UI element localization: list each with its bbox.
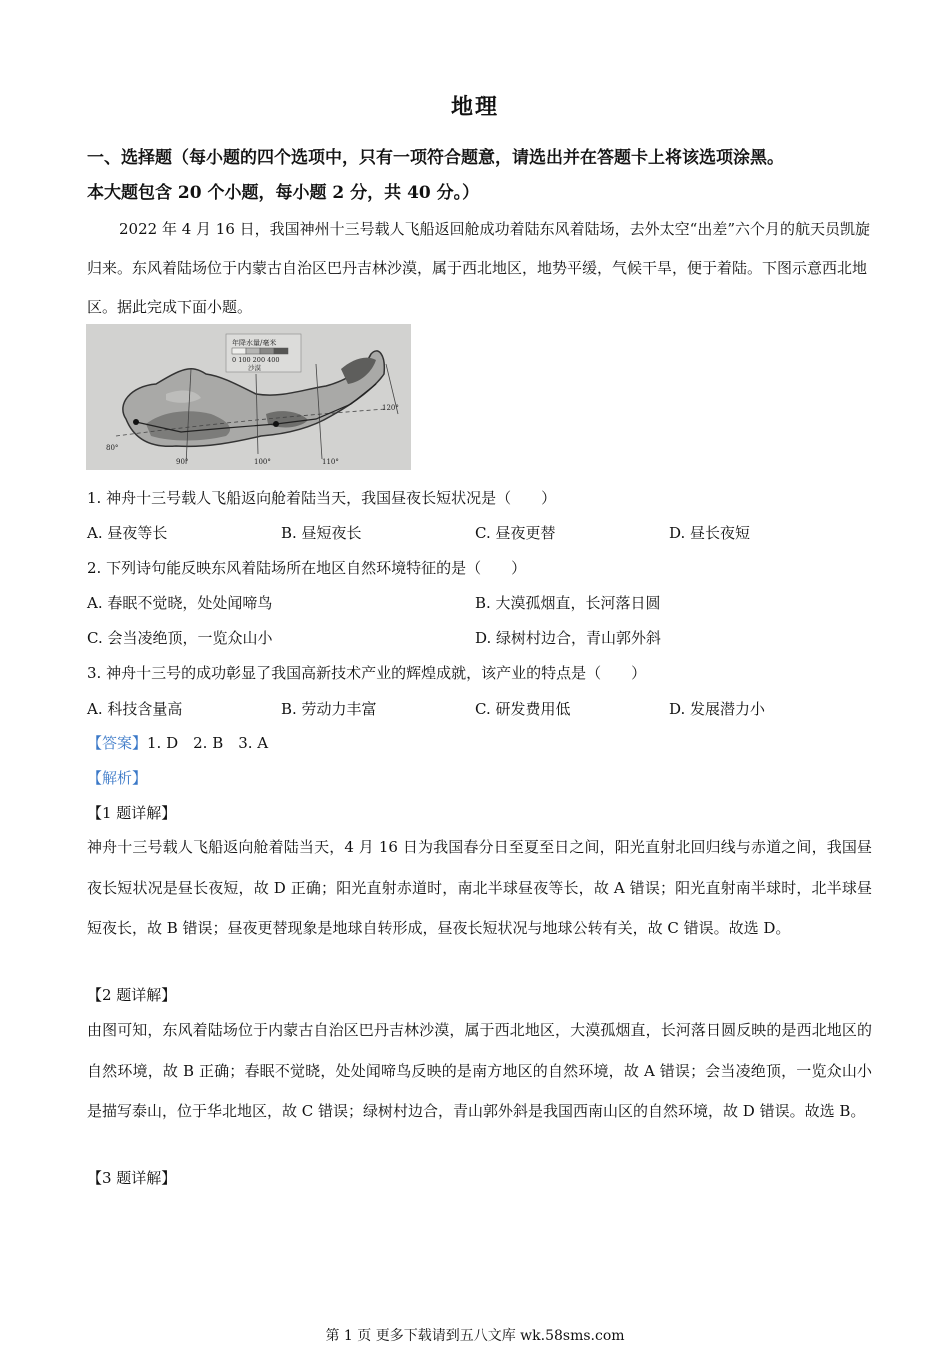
question-2-option-d[interactable]: D. 绿树村边合，青山郭外斜 [475,629,662,647]
question-1-option-a[interactable]: A. 昼夜等长 [87,524,168,542]
detail-2-text: 由图可知，东风着陆场位于内蒙古自治区巴丹吉林沙漠，属于西北地区，大漠孤烟直，长河落日圆反映的是西北地区的自然环境，故 B 正确；春眠不觉晓，处处闻啼鸟反映的是南方地区的自然环境，故 A 错误；会当凌绝顶，一览众山小是描写泰山，位于华北地区，故 C 错误；绿树村边合，青山郭外斜是我国西南山区的自然环境，故 D 错误。故选 B。 [87,1021,872,1120]
lon-100-label: 100° [254,458,271,466]
section-heading-line2: 本大题包含 20 个小题，每小题 2 分，共 40 分。） [87,183,480,203]
detail-2-heading: 【2 题详解】 [87,986,177,1004]
legend-desert: 沙漠 [248,364,261,372]
question-2-option-b[interactable]: B. 大漠孤烟直，长河落日圆 [475,594,661,612]
answer-line [87,732,268,753]
question-2-option-c[interactable]: C. 会当凌绝顶，一览众山小 [87,629,273,647]
lon-110-label: 110° [322,458,339,466]
question-1-option-c[interactable]: C. 昼夜更替 [475,524,556,542]
question-2-stem: 2. 下列诗句能反映东风着陆场所在地区自然环境特征的是（ ） [87,559,527,577]
northwest-region-map [86,324,411,470]
page-footer: 第 1 页 更多下载请到五八文库 wk.58sms.com [325,1328,625,1344]
detail-3-heading: 【3 题详解】 [87,1169,177,1187]
section-heading-line1: 一、选择题（每小题的四个选项中，只有一项符合题意，请选出并在答题卡上将该选项涂黑。 [87,148,784,168]
question-3-option-a[interactable]: A. 科技含量高 [87,700,183,718]
answer-text: 1. D 2. B 3. A [147,734,269,752]
question-3-option-b[interactable]: B. 劳动力丰富 [281,700,377,718]
page-title: 地理 [450,94,499,120]
question-3-option-d[interactable]: D. 发展潜力小 [669,700,766,718]
analysis-tag: 【解析】 [87,769,148,787]
question-1-stem: 1. 神舟十三号载人飞船返向舱着陆当天，我国昼夜长短状况是（ ） [87,489,557,507]
detail-1-text: 神舟十三号载人飞船返向舱着陆当天，4 月 16 日为我国春分日至夏至日之间，阳光直射北回归线与赤道之间，我国昼夜长短状况是昼长夜短，故 D 正确；阳光直射赤道时，南北半球昼夜等长，故 A 错误；阳光直射南半球时，北半球昼短夜长，故 B 错误；昼夜更替现象是地球自转形成，昼夜长短状况与地球公转有关，故 C 错误。故选 D。 [87,838,872,937]
question-2-option-a[interactable]: A. 春眠不觉晓，处处闻啼鸟 [87,594,273,612]
detail-1-heading: 【1 题详解】 [87,804,177,822]
question-1-option-b[interactable]: B. 昼短夜长 [281,524,362,542]
question-1-option-d[interactable]: D. 昼长夜短 [669,524,751,542]
question-3-stem: 3. 神舟十三号的成功彰显了我国高新技术产业的辉煌成就，该产业的特点是（ ） [87,664,647,682]
answer-tag: 【答案】 [87,734,148,752]
lon-120-label: 120° [382,404,399,412]
map-graphic [86,324,411,470]
lon-90-label: 90° [176,458,189,466]
legend-scale: 0 100 200 400 [232,356,280,364]
lon-80-label: 80° [106,444,119,452]
legend-title: 年降水量/毫米 [232,339,277,347]
intro-paragraph: 2022 年 4 月 16 日，我国神州十三号载人飞船返回舱成功着陆东风着陆场，去外太空“出差”六个月的航天员凯旋归来。东风着陆场位于内蒙古自治区巴丹吉林沙漠，属于西北地区，地势平缓，气候干旱，便于着陆。下图示意西北地区。据此完成下面小题。 [87,220,870,316]
question-3-option-c[interactable]: C. 研发费用低 [475,700,571,718]
